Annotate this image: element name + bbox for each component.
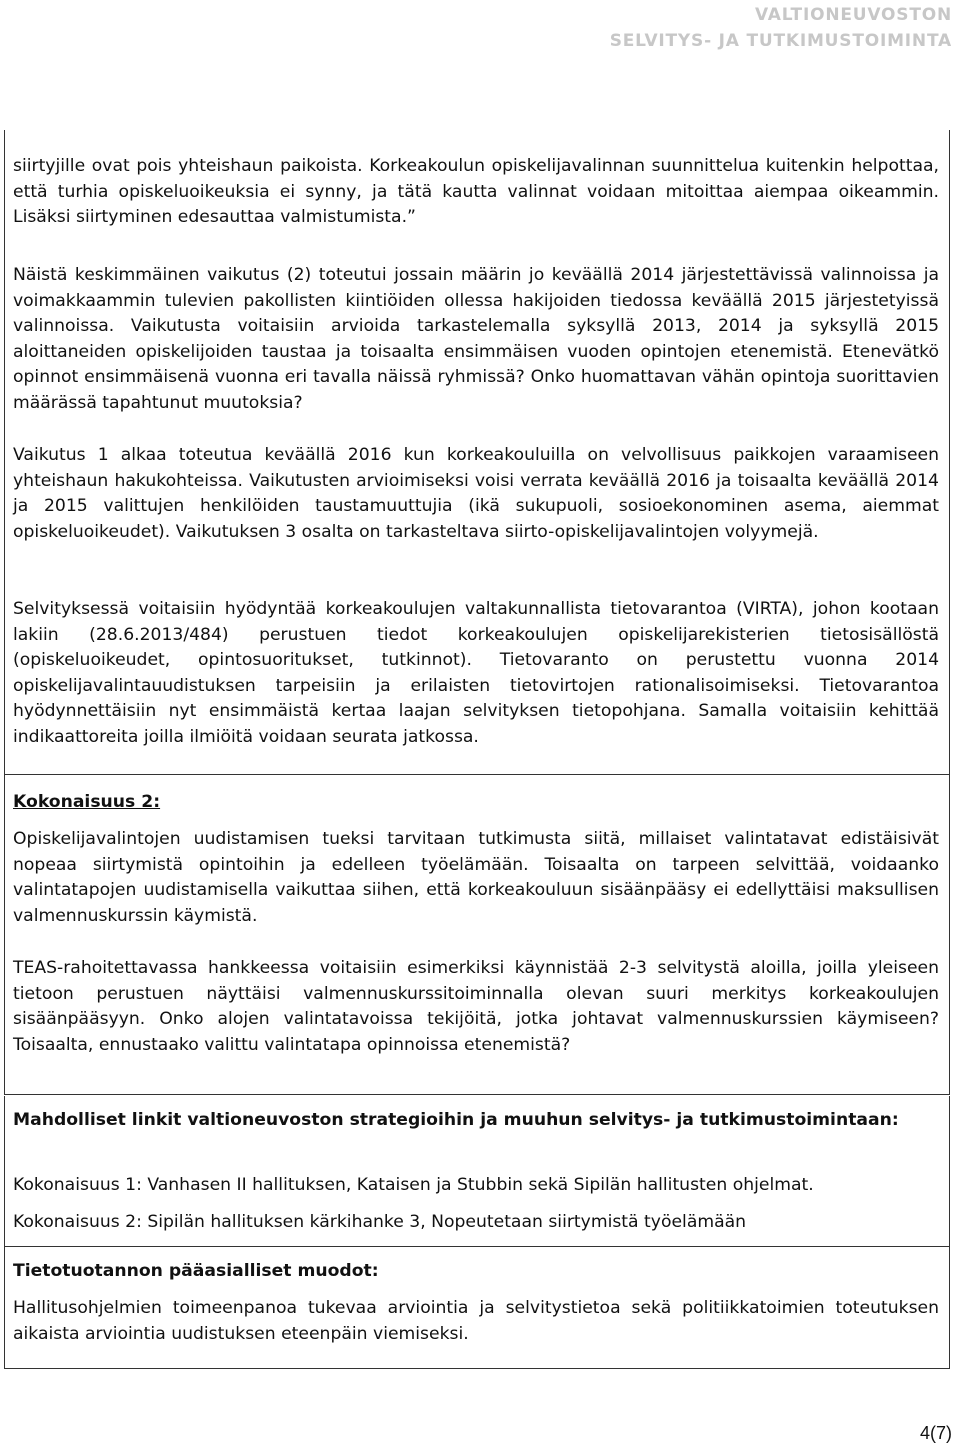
link-line-kokonaisuus-2: Kokonaisuus 2: Sipilän hallituksen kärkihanke 3, Nopeutetaan siirtymistä työelämään [13,1212,747,1232]
link-line-kokonaisuus-1: Kokonaisuus 1: Vanhasen II hallituksen, Kataisen ja Stubbin sekä Sipilän hallitusten ohjelmat. [13,1175,814,1195]
header-line-1: VALTIONEUVOSTON [754,5,952,25]
paragraph-virta: Selvityksessä voitaisiin hyödyntää korkeakoulujen valtakunnallista tietovarantoa (VIRTA), johon kootaan lakiin (28.6.2013/484) perustuen tiedot korkeakoulujen opiskelijarekisterien tietosisällöstä (opiskeluoikeudet, opintosuoritukset, tutkinnot). Tietovaranto on perustettu vuonna 2014 opiskelijavalintauudistuksen tarpeisiin ja erilaisten tietovirtojen rationalisoimiseksi. Tietovarantoa hyödynnettäisiin nyt ensimmäistä kertaa laajan selvityksen tietopohjana. Samalla voitaisiin kehittää indikaattoreita joilla ilmiöitä voidaan seurata jatkossa. [13,599,939,747]
paragraph-effect-1: Vaikutus 1 alkaa toteutua keväällä 2016 kun korkeakouluilla on velvollisuus paikkojen varaamiseen yhteishaun hakukohteissa. Vaikutusten arvioimiseksi voisi verrata keväällä 2016 ja toisaalta keväällä 2014 ja 2015 valittujen henkilöiden taustamuuttujia (ikä sukupuoli, sosioekonominen asema, aiemmat opiskeluoikeudet). Vaikutuksen 3 osalta on tarkasteltava siirto-opiskelijavalintojen volyymejä. [13,445,939,542]
section-divider-2 [5,1246,949,1247]
paragraph-effect-2: Näistä keskimmäinen vaikutus (2) toteutui jossain määrin jo keväällä 2014 järjestettävissä valinnoissa ja voimakkaammin tulevien pakollisten kiintiöiden ollessa hakijoiden tiedossa keväällä 2015 järjestetyissä valinnoissa. Vaikutusta voitaisiin arvioida tarkastelemalla syksyllä 2013, 2014 ja syksyllä 2015 aloittaneiden opiskelijoiden taustaa ja toisaalta ensimmäisen vuoden opintojen etenemistä. Etenevätkö opinnot ensimmäisenä vuonna eri tavalla näissä ryhmissä? Onko huomattavan vähän opintoja suorittavien määrässä tapahtunut muutoksia? [13,265,939,413]
section-heading-kokonaisuus-2: Kokonaisuus 2: [13,792,161,812]
page-number: 4(7) [919,1423,952,1443]
content-box-links [4,1096,950,1369]
heading-strategy-links: Mahdolliset linkit valtioneuvoston strategioihin ja muuhun selvitys- ja tutkimustoimintaan: [13,1110,899,1130]
paragraph-kokonaisuus-2-b: TEAS-rahoitettavassa hankkeessa voitaisiin esimerkiksi käynnistää 2-3 selvitystä aloilla, joilla yleiseen tietoon perustuen näyttäisi valmennuskurssitoiminnalla olevan suuri merkitys korkeakoulujen sisäänpääsyyn. Onko alojen valintatavoissa tekijöitä, jotka johtavat valmennuskurssien käymiseen? Toisaalta, ennustaako valittu valintatapa opinnoissa etenemistä? [13,958,939,1055]
section-divider [5,774,949,775]
header-line-2: SELVITYS- JA TUTKIMUSTOIMINTA [609,31,952,51]
paragraph-intro-quote: siirtyjille ovat pois yhteishaun paikoista. Korkeakoulun opiskelijavalinnan suunnittelua kuitenkin helpottaa, että turhia opiskeluoikeuksia ei synny, ja tätä kautta valinnat voidaan mitoittaa aiempaa oikeammin. Lisäksi siirtyminen edesauttaa valmistumista.” [13,156,939,228]
content-box-main [4,130,950,1095]
heading-knowledge-forms: Tietotuotannon pääasialliset muodot: [13,1261,379,1281]
ministry-header [610,2,952,54]
paragraph-kokonaisuus-2-a: Opiskelijavalintojen uudistamisen tueksi tarvitaan tutkimusta siitä, millaiset valintatavat edistäisivät nopeaa siirtymistä opintoihin ja edelleen työelämään. Toisaalta on tarpeen selvittää, voidaanko valintatapojen uudistamisella vaikuttaa siihen, että korkeakouluun sisäänpääsy ei edellyttäisi maksullisen valmennuskurssin käymistä. [13,829,939,926]
paragraph-knowledge-forms: Hallitusohjelmien toimeenpanoa tukevaa arviointia ja selvitystietoa sekä politiikkatoimien toteutuksen aikaista arviointia uudistuksen eteenpäin viemiseksi. [13,1298,939,1344]
